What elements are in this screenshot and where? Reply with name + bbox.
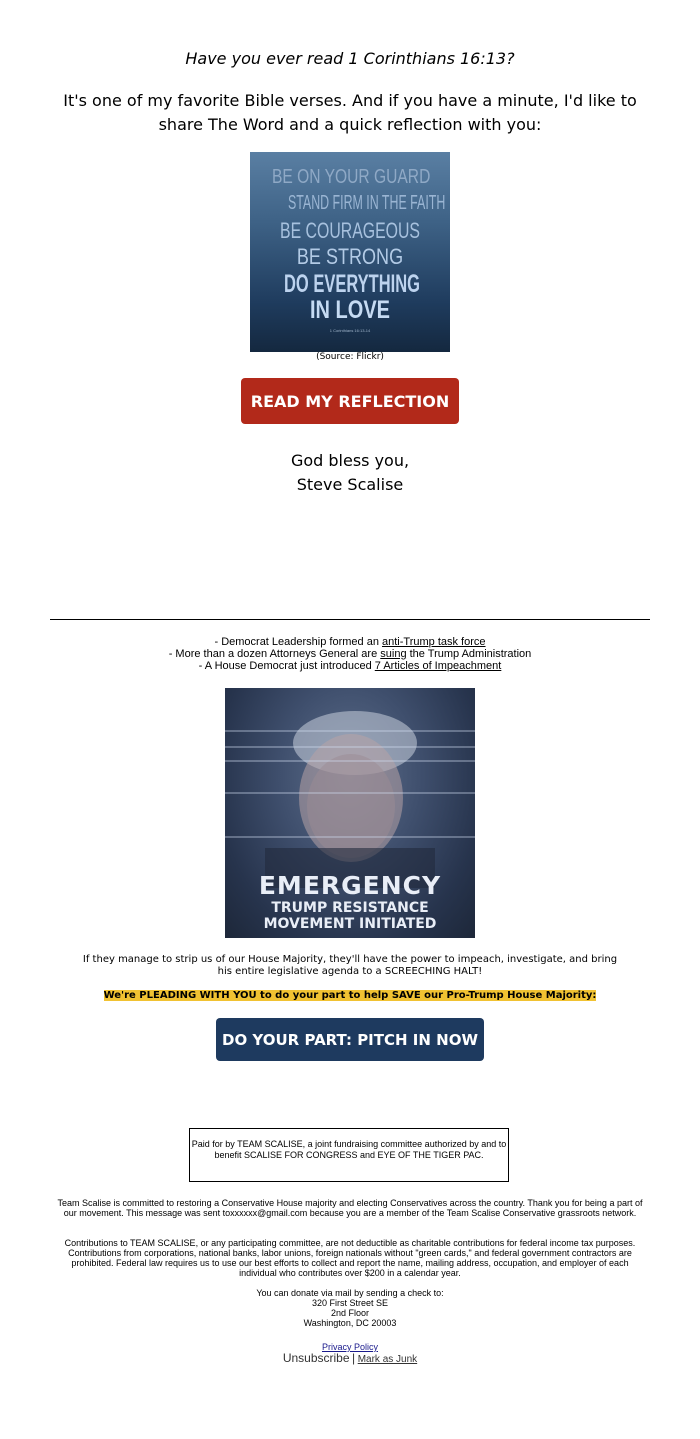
link-separator: | — [352, 1351, 356, 1365]
footer-commitment: Team Scalise is committed to restoring a Conservative House majority and electing Conservatives across the country. Thank you for being a part of our movement. This message was sent toxxxxxx@gmail.com because you are a member of the Team Scalise Conservative grassroots network. — [57, 1198, 643, 1218]
unsubscribe-link[interactable]: Unsubscribe — [282, 1351, 350, 1365]
verse-line-1: BE ON YOUR GUARD — [272, 166, 431, 188]
bullet-item — [50, 660, 650, 672]
address-line-3: Washington, DC 20003 — [303, 1318, 397, 1328]
plead-text — [0, 990, 700, 1001]
intro-paragraph: It's one of my favorite Bible verses. And if you have a minute, I'd like to share The Word and a quick reflection with you: — [63, 91, 637, 134]
signoff — [0, 449, 700, 497]
mail-intro: You can donate via mail by sending a check to: — [256, 1288, 444, 1298]
signoff-greeting: God bless you, — [290, 451, 410, 470]
glitch-line — [225, 836, 475, 838]
address-line-1: 320 First Street SE — [311, 1298, 389, 1308]
intro-question: Have you ever read 1 Corinthians 16:13? — [185, 49, 515, 68]
suing-link[interactable]: suing — [380, 648, 407, 660]
emergency-subline — [225, 900, 475, 932]
pitch-in-button[interactable]: DO YOUR PART: PITCH IN NOW — [216, 1018, 484, 1061]
paid-for-disclaimer: Paid for by TEAM SCALISE, a joint fundraising committee authorized by and to benefit SCALISE FOR CONGRESS and EYE OF THE TIGER PAC. — [189, 1128, 509, 1182]
glitch-line — [225, 792, 475, 794]
verse-citation: 1 Corinthians 16:13-14 — [329, 328, 371, 333]
task-force-link[interactable]: anti-Trump task force — [382, 636, 486, 648]
image-source-caption: (Source: Flickr) — [316, 352, 384, 362]
verse-line-6: IN LOVE — [309, 296, 390, 324]
bullet-text: - Democrat Leadership formed an — [214, 636, 382, 648]
bullet-item — [50, 648, 650, 660]
glitch-line — [225, 760, 475, 762]
footer-contributions: Contributions to TEAM SCALISE, or any participating committee, are not deductible as charitable contributions for federal income tax purposes. Contributions from corporations, national banks, labor unions, foreign nationals without "green cards," and federal government contractors are prohibited. Federal law requires us to use our best efforts to collect and report the name, mailing address, occupation, and employer of each individual who contributes over $200 in a calendar year. — [64, 1238, 636, 1278]
glitch-line — [225, 746, 475, 748]
emergency-subline-1: TRUMP RESISTANCE — [271, 900, 429, 916]
emergency-subline-2: MOVEMENT INITIATED — [263, 916, 437, 932]
glitch-line — [225, 730, 475, 732]
impeachment-link[interactable]: 7 Articles of Impeachment — [374, 660, 502, 672]
emergency-headline: EMERGENCY — [258, 871, 442, 900]
bullet-item — [50, 636, 650, 648]
emergency-image[interactable] — [225, 688, 475, 938]
verse-line-2: STAND FIRM IN THE FAITH — [288, 192, 446, 214]
address-line-2: 2nd Floor — [330, 1308, 370, 1318]
verse-line-5: DO EVERYTHING — [284, 270, 420, 298]
news-bullets — [50, 636, 650, 672]
mark-as-junk-link[interactable]: Mark as Junk — [357, 1354, 418, 1365]
footer-links — [52, 1342, 648, 1365]
verse-line-3: BE COURAGEOUS — [280, 218, 420, 243]
bullet-text-suffix: the Trump Administration — [406, 648, 532, 660]
read-reflection-button[interactable]: READ MY REFLECTION — [241, 378, 459, 424]
plead-highlight: We're PLEADING WITH YOU to do your part to help SAVE our Pro-Trump House Majority: — [103, 990, 597, 1001]
majority-warning-text: If they manage to strip us of our House Majority, they'll have the power to impeach, investigate, and bring his entire legislative agenda to a SCREECHING HALT! — [82, 954, 618, 977]
bullet-text: - A House Democrat just introduced — [198, 660, 375, 672]
privacy-policy-link[interactable]: Privacy Policy — [321, 1342, 378, 1352]
bible-verse-image — [250, 152, 450, 352]
signoff-name: Steve Scalise — [296, 475, 404, 494]
verse-line-4: BE STRONG — [296, 244, 404, 269]
bullet-text: - More than a dozen Attorneys General are — [168, 648, 381, 660]
section-divider — [50, 619, 650, 620]
mail-donation — [52, 1288, 648, 1328]
